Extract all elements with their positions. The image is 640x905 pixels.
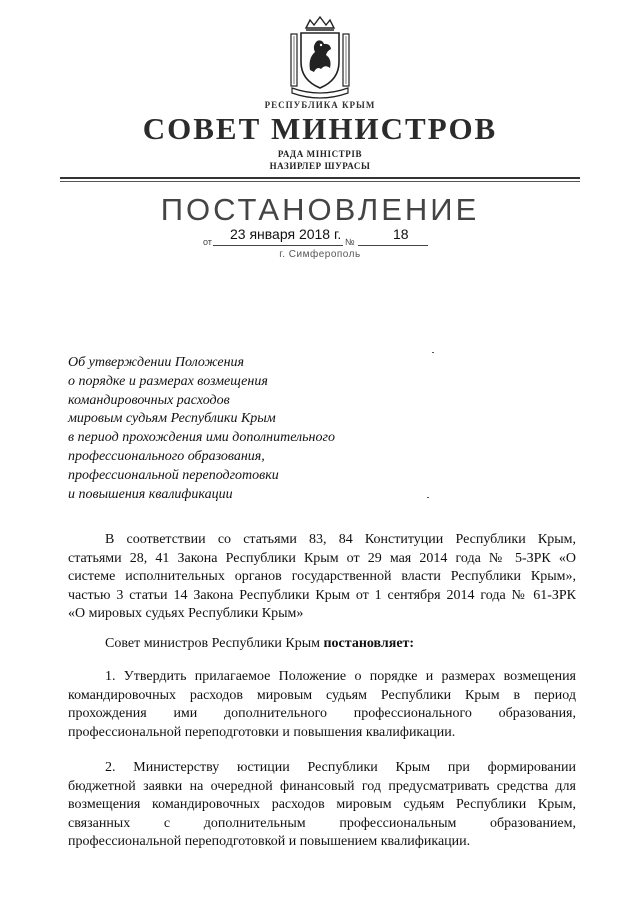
item-1-line: 1. Утвердить прилагаемое Положение о порядке и размерах возмещения [105, 669, 576, 684]
preamble-line: системе исполнительных органов государственной власти Республики Крым», [68, 569, 576, 584]
scan-speck [427, 497, 429, 498]
header-divider-thin [60, 181, 580, 182]
item-1-line: прохождения ими дополнительного профессионального образования, [68, 706, 576, 721]
coat-of-arms-emblem [286, 14, 354, 100]
resolution-paragraph [68, 635, 576, 654]
preamble-line: В соответствии со статьями 83, 84 Конституции Республики Крым, [105, 532, 576, 547]
subject-line: профессионального образования, [68, 448, 265, 464]
council-title-crimean-tatar: НАЗИРЛЕР ШУРАСЫ [269, 161, 371, 171]
scan-speck [432, 352, 434, 353]
item-1-line: командировочных расходов мировым судьям Республики Крым в период [68, 687, 576, 703]
republic-name: РЕСПУБЛИКА КРЫМ [264, 100, 376, 110]
preamble-line: частью 3 статьи 14 Закона Республики Крым от 1 сентября 2014 года № 61-ЗРК [68, 587, 576, 603]
item-2-line: бюджетной заявки на очередной финансовый год предусматривать средства для [68, 778, 576, 794]
council-title-ukrainian: РАДА МІНІСТРІВ [277, 149, 363, 159]
subject-line: в период прохождения ими дополнительного [68, 430, 335, 446]
decree-number: 18 [393, 226, 409, 242]
item-2-line: профессиональной переподготовкой и повышением квалификации. [68, 834, 471, 849]
preamble-line: «О мировых судьях Республики Крым» [68, 606, 304, 621]
preamble-paragraph [68, 531, 576, 624]
date-number-line [203, 226, 433, 246]
item-2-line: 2. Министерству юстиции Республики Крым при формировании [105, 760, 576, 775]
item-2-line: возмещения командировочных расходов мировым судьям Республики Крым, [68, 797, 576, 812]
number-label: № [345, 237, 355, 247]
header-divider-thick [60, 177, 580, 179]
from-label: от [203, 237, 212, 247]
subject-line: Об утверждении Положения [68, 355, 245, 370]
number-underline [358, 245, 428, 246]
preamble-line: статьями 28, 41 Закона Республики Крым от 29 мая 2014 года № 5-ЗРК «О [68, 550, 576, 566]
item-2-line: связанных с дополнительным профессиональным образованием, [68, 815, 576, 831]
subject-line: командировочных расходов [68, 392, 230, 408]
subject-line: о порядке и размерах возмещения [68, 373, 268, 389]
resolution-intro: Совет министров Республики Крым [105, 636, 320, 651]
item-1-paragraph [68, 668, 576, 742]
date-underline [213, 245, 343, 246]
subject-line: мировым судьям Республики Крым [68, 411, 276, 427]
decree-date: 23 января 2018 г. [230, 226, 342, 242]
resolution-verb: постановляет: [323, 636, 415, 651]
decree-subject [68, 354, 428, 504]
decree-title: ПОСТАНОВЛЕНИЕ [160, 192, 480, 227]
item-2-paragraph [68, 759, 576, 852]
subject-line: профессиональной переподготовки [68, 467, 279, 483]
city-name: г. Симферополь [279, 249, 361, 260]
item-1-line: профессиональной переподготовки и повышения квалификации. [68, 724, 456, 740]
subject-line: и повышения квалификации [68, 486, 233, 502]
council-title: СОВЕТ МИНИСТРОВ [142, 111, 498, 146]
